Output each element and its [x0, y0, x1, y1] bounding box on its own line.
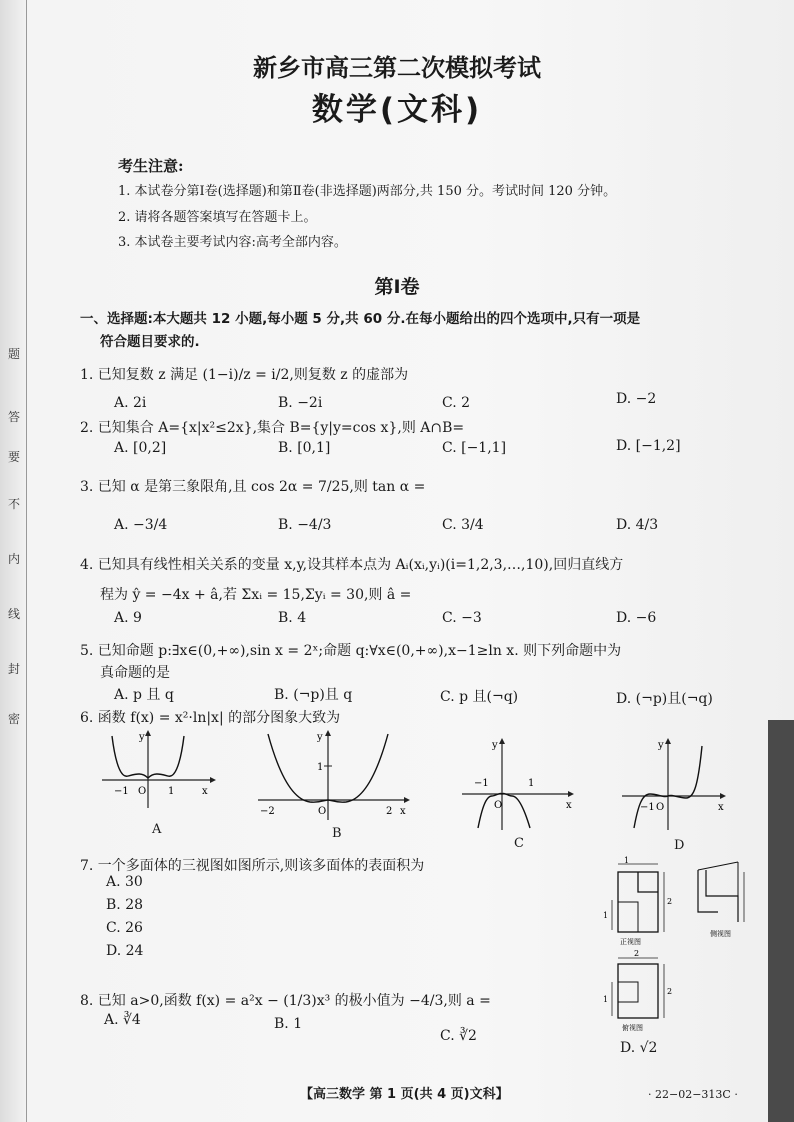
- q3-option-c: C. 3/4: [442, 517, 484, 533]
- graph-b-x-label: x: [400, 806, 406, 817]
- side-view: [698, 862, 744, 938]
- q5-option-a: A. p 且 q: [114, 687, 174, 703]
- notice-item: 1. 本试卷分第Ⅰ卷(选择题)和第Ⅱ卷(非选择题)两部分,共 150 分。考试时间 120 分钟。: [118, 184, 617, 199]
- side-char: 封: [8, 662, 21, 676]
- exam-subtitle: 数学(文科): [311, 92, 483, 128]
- q4-option-c: C. −3: [442, 610, 482, 626]
- section-intro: 一、选择题:本大题共 12 小题,每小题 5 分,共 60 分.在每小题给出的四个选项中,只有一项是: [80, 311, 641, 327]
- graph-b-label: B: [332, 826, 342, 841]
- exam-code: · 22−02−313C ·: [648, 1088, 738, 1101]
- q1-option-d: D. −2: [616, 391, 657, 407]
- q2-option-c: C. [−1,1]: [442, 440, 507, 456]
- top-dim-2: 2: [634, 949, 640, 958]
- q4-option-d: D. −6: [616, 610, 657, 626]
- top-view: [603, 949, 672, 1032]
- question-8-stem: 8. 已知 a>0,函数 f(x) = a²x − (1/3)x³ 的极小值为 −4/3,则 a =: [80, 993, 491, 1009]
- q8-option-a: A. ∛4: [104, 1012, 141, 1028]
- graph-b-tick: 1: [317, 762, 324, 773]
- question-4-stem-cont: 程为 ŷ = −4x + â,若 Σxᵢ = 15,Σyᵢ = 30,则 â =: [100, 587, 412, 603]
- graph-a-tick: −1: [114, 786, 129, 797]
- question-1-stem: 1. 已知复数 z 满足 (1−i)/z = i/2,则复数 z 的虚部为: [80, 367, 409, 383]
- graph-d-y-label: y: [658, 740, 664, 751]
- graph-d-x-label: x: [718, 802, 724, 813]
- q3-option-a: A. −3/4: [114, 517, 168, 533]
- notice-item: 3. 本试卷主要考试内容:高考全部内容。: [118, 235, 347, 250]
- question-2-stem: 2. 已知集合 A={x|x²≤2x},集合 B={y|y=cos x},则 A∩B=: [80, 420, 465, 436]
- three-views-figure: [598, 852, 758, 1042]
- top-view-label: 俯视图: [622, 1024, 643, 1032]
- graph-c-x-label: x: [566, 800, 572, 811]
- graph-a-tick: 1: [168, 786, 175, 797]
- side-char: 密: [8, 712, 21, 726]
- side-char: 题: [8, 347, 21, 361]
- question-5-stem-cont: 真命题的是: [100, 665, 170, 681]
- graph-c-tick: −1: [474, 778, 489, 789]
- q4-option-a: A. 9: [114, 610, 142, 626]
- q5-option-d: D. (¬p)且(¬q): [616, 691, 713, 707]
- graph-a: [98, 728, 216, 812]
- question-6-stem: 6. 函数 f(x) = x²·ln|x| 的部分图象大致为: [80, 710, 341, 726]
- q1-option-c: C. 2: [442, 395, 471, 411]
- side-char: 不: [8, 497, 21, 511]
- front-view-label: 正视图: [620, 938, 641, 946]
- q1-option-b: B. −2i: [278, 395, 323, 411]
- graph-b-tick: 2: [386, 806, 393, 817]
- q8-option-c: C. ∛2: [440, 1028, 477, 1044]
- front-dim-1b: 1: [603, 911, 609, 920]
- q2-option-a: A. [0,2]: [114, 440, 167, 456]
- graph-d: [620, 736, 730, 832]
- graph-b-y-label: y: [317, 732, 323, 743]
- page-footer: 【高三数学 第 1 页(共 4 页)文科】: [300, 1087, 509, 1102]
- graph-a-y-label: y: [139, 732, 145, 743]
- side-char: 答: [8, 410, 21, 424]
- q3-option-b: B. −4/3: [278, 517, 332, 533]
- graph-d-origin: O: [656, 802, 665, 813]
- notice-heading: 考生注意:: [118, 157, 184, 175]
- side-char: 要: [8, 450, 21, 464]
- graph-c-origin: O: [494, 800, 503, 811]
- graph-c: [460, 736, 578, 832]
- notice-item: 2. 请将各题答案填写在答题卡上。: [118, 210, 317, 225]
- graph-c-label: C: [514, 836, 524, 851]
- q7-option-c: C. 26: [106, 920, 143, 936]
- q1-option-a: A. 2i: [114, 395, 147, 411]
- q7-option-a: A. 30: [106, 874, 143, 890]
- question-4-stem: 4. 已知具有线性相关关系的变量 x,y,设其样本点为 Aᵢ(xᵢ,yᵢ)(i=1,2,3,…,10),回归直线方: [80, 557, 624, 573]
- q3-option-d: D. 4/3: [616, 517, 659, 533]
- front-view: [603, 856, 672, 946]
- side-view-label: 侧视图: [710, 930, 731, 938]
- front-dim-1: 1: [624, 856, 630, 865]
- question-3-stem: 3. 已知 α 是第三象限角,且 cos 2α = 7/25,则 tan α =: [80, 479, 426, 495]
- graph-c-tick: 1: [528, 778, 535, 789]
- graph-d-label: D: [674, 838, 685, 853]
- graph-a-origin: O: [138, 786, 147, 797]
- graph-c-y-label: y: [492, 740, 498, 751]
- q2-option-d: D. [−1,2]: [616, 438, 681, 454]
- binding-line: [26, 0, 27, 1122]
- side-char: 线: [8, 607, 21, 621]
- q7-option-b: B. 28: [106, 897, 144, 913]
- top-dim-1: 1: [603, 995, 609, 1004]
- question-7-stem: 7. 一个多面体的三视图如图所示,则该多面体的表面积为: [80, 858, 425, 874]
- side-char: 内: [8, 552, 21, 566]
- question-5-stem: 5. 已知命题 p:∃x∈(0,+∞),sin x = 2ˣ;命题 q:∀x∈(0,+∞),x−1≥ln x. 则下列命题中为: [80, 643, 622, 659]
- graph-a-x-label: x: [202, 786, 208, 797]
- exam-title: 新乡市高三第二次模拟考试: [253, 54, 541, 82]
- graph-b: [254, 728, 414, 824]
- q8-option-b: B. 1: [274, 1016, 303, 1032]
- q4-option-b: B. 4: [278, 610, 307, 626]
- section-intro-cont: 符合题目要求的.: [100, 334, 200, 350]
- scan-shadow: [768, 720, 794, 1122]
- q8-option-d: D. √2: [620, 1040, 658, 1056]
- graph-b-origin: O: [318, 806, 327, 817]
- q5-option-c: C. p 且(¬q): [440, 689, 519, 705]
- q2-option-b: B. [0,1]: [278, 440, 331, 456]
- graph-a-label: A: [152, 822, 162, 837]
- section-title: 第Ⅰ卷: [374, 276, 420, 298]
- top-dim-2b: 2: [667, 987, 673, 996]
- q5-option-b: B. (¬p)且 q: [274, 687, 353, 703]
- graph-b-tick: −2: [260, 806, 275, 817]
- front-dim-2: 2: [667, 897, 673, 906]
- q7-option-d: D. 24: [106, 943, 144, 959]
- graph-d-tick: −1: [640, 802, 655, 813]
